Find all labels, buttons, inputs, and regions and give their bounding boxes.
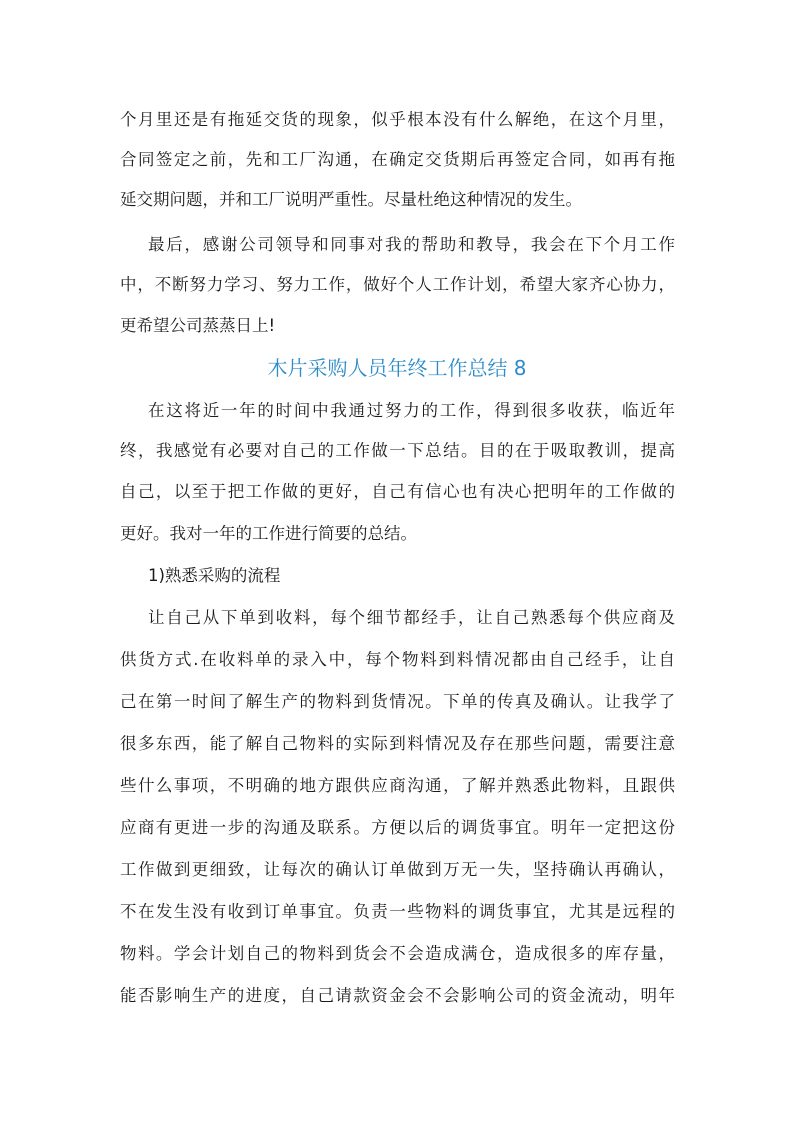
paragraph-line: 工作做到更细致，让每次的确认订单做到万无一失，坚持确认再确认， <box>120 860 675 879</box>
paragraph-line: 自己，以至于把工作做的更好，自己有信心也有决心把明年的工作做的 <box>120 482 675 501</box>
paragraph-line: 些什么事项，不明确的地方跟供应商沟通，了解并熟悉此物料，且跟供 <box>120 776 675 795</box>
paragraph-line: 能否影响生产的进度，自己请款资金会不会影响公司的资金流动，明年 <box>120 986 675 1005</box>
paragraph-line: 延交期问题，并和工厂说明严重性。尽量杜绝这种情况的发生。 <box>120 190 582 209</box>
paragraph-line: 在这将近一年的时间中我通过努力的工作，得到很多收获，临近年 <box>148 401 675 420</box>
paragraph-line: 中，不断努力学习、努力工作，做好个人工作计划，希望大家齐心协力， <box>120 275 675 294</box>
paragraph-line: 合同签定之前，先和工厂沟通，在确定交货期后再签定合同，如再有拖 <box>120 150 675 169</box>
paragraph-line: 最后，感谢公司领导和同事对我的帮助和教导，我会在下个月工作 <box>148 235 675 254</box>
paragraph-line: 更希望公司蒸蒸日上! <box>120 316 276 335</box>
paragraph-line: 个月里还是有拖延交货的现象，似乎根本没有什么解绝，在这个月里， <box>120 110 675 129</box>
paragraph-line: 应商有更进一步的沟通及联系。方便以后的调货事宜。明年一定把这份 <box>120 818 675 837</box>
paragraph-line: 更好。我对一年的工作进行简要的总结。 <box>120 524 417 543</box>
paragraph-line: 物料。学会计划自己的物料到货会不会造成满仓，造成很多的库存量， <box>120 944 675 963</box>
paragraph-line: 终，我感觉有必要对自己的工作做一下总结。目的在于吸取教训，提高 <box>120 441 675 460</box>
subheading: 1)熟悉采购的流程 <box>148 566 281 585</box>
paragraph-line: 让自己从下单到收料，每个细节都经手，让自己熟悉每个供应商及 <box>148 608 675 627</box>
paragraph-line: 很多东西，能了解自己物料的实际到料情况及存在那些问题，需要注意 <box>120 734 675 753</box>
paragraph-line: 供货方式.在收料单的录入中，每个物料到料情况都由自己经手，让自 <box>120 650 675 669</box>
section-title: 木片采购人员年终工作总结 8 <box>267 356 527 380</box>
paragraph-line: 不在发生没有收到订单事宜。负责一些物料的调货事宜，尤其是远程的 <box>120 902 675 921</box>
paragraph-line: 己在第一时间了解生产的物料到货情况。下单的传真及确认。让我学了 <box>120 692 675 711</box>
